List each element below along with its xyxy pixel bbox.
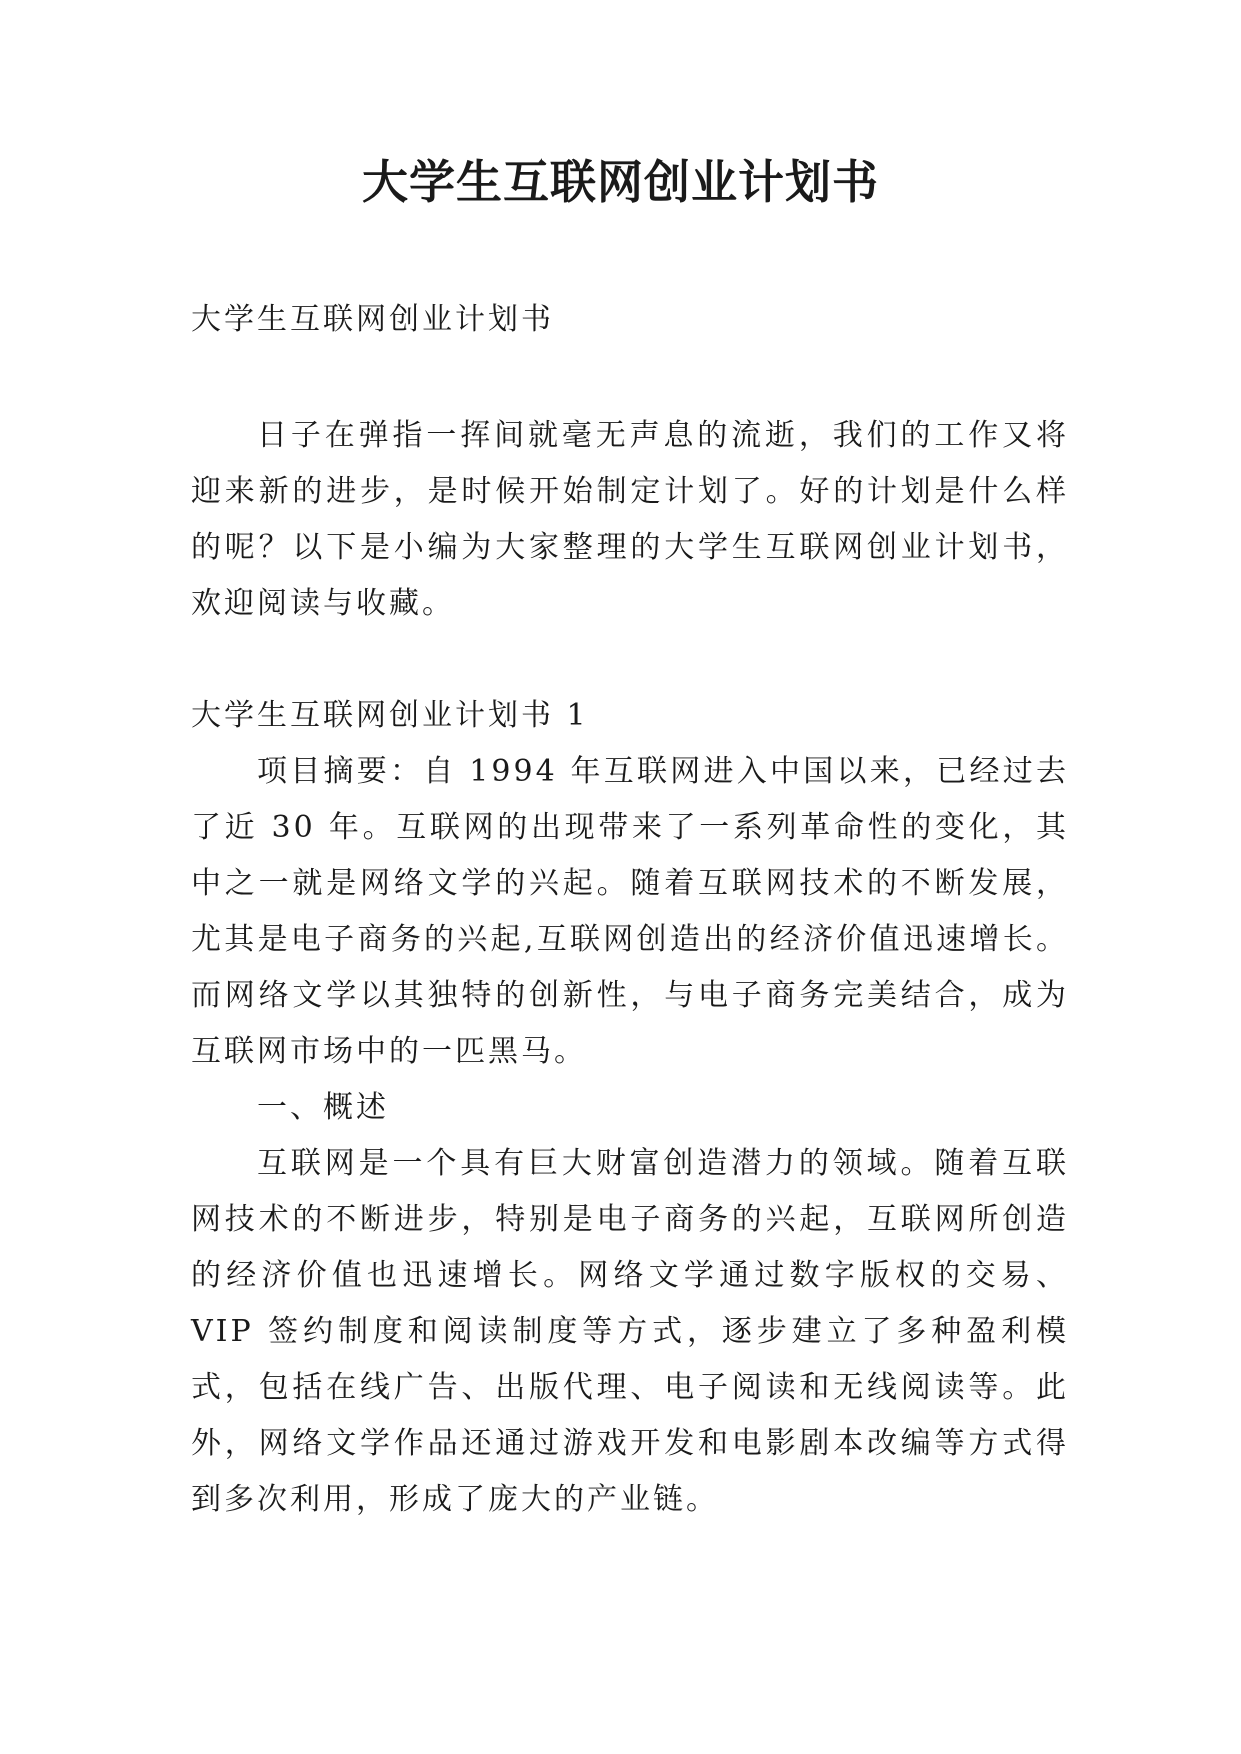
section-heading: 大学生互联网创业计划书 1 — [191, 698, 589, 733]
document-body — [191, 292, 1069, 1528]
document-title: 大学生互联网创业计划书 — [362, 155, 879, 209]
subtitle-paragraph: 大学生互联网创业计划书 — [191, 302, 554, 337]
summary-paragraph: 项目摘要：自 1994 年互联网进入中国以来，已经过去了近 30 年。互联网的出现带来了一系列革命性的变化，其中之一就是网络文学的兴起。随着互联网技术的不断发展，尤其是电子商务的兴起,互联网创造出的经济价值迅速增长。而网络文学以其独特的创新性，与电子商务完美结合，成为互联网市场中的一匹黑马。 — [191, 754, 1069, 1069]
overview-paragraph: 互联网是一个具有巨大财富创造潜力的领域。随着互联网技术的不断进步，特别是电子商务的兴起，互联网所创造的经济价值也迅速增长。网络文学通过数字版权的交易、VIP 签约制度和阅读制度等方式，逐步建立了多种盈利模式，包括在线广告、出版代理、电子阅读和无线阅读等。此外，网络文学作品还通过游戏开发和电影剧本改编等方式得到多次利用，形成了庞大的产业链。 — [191, 1146, 1069, 1517]
overview-heading: 一、概述 — [257, 1090, 389, 1125]
intro-paragraph: 日子在弹指一挥间就毫无声息的流逝，我们的工作又将迎来新的进步，是时候开始制定计划了。好的计划是什么样的呢？以下是小编为大家整理的大学生互联网创业计划书，欢迎阅读与收藏。 — [191, 418, 1069, 621]
